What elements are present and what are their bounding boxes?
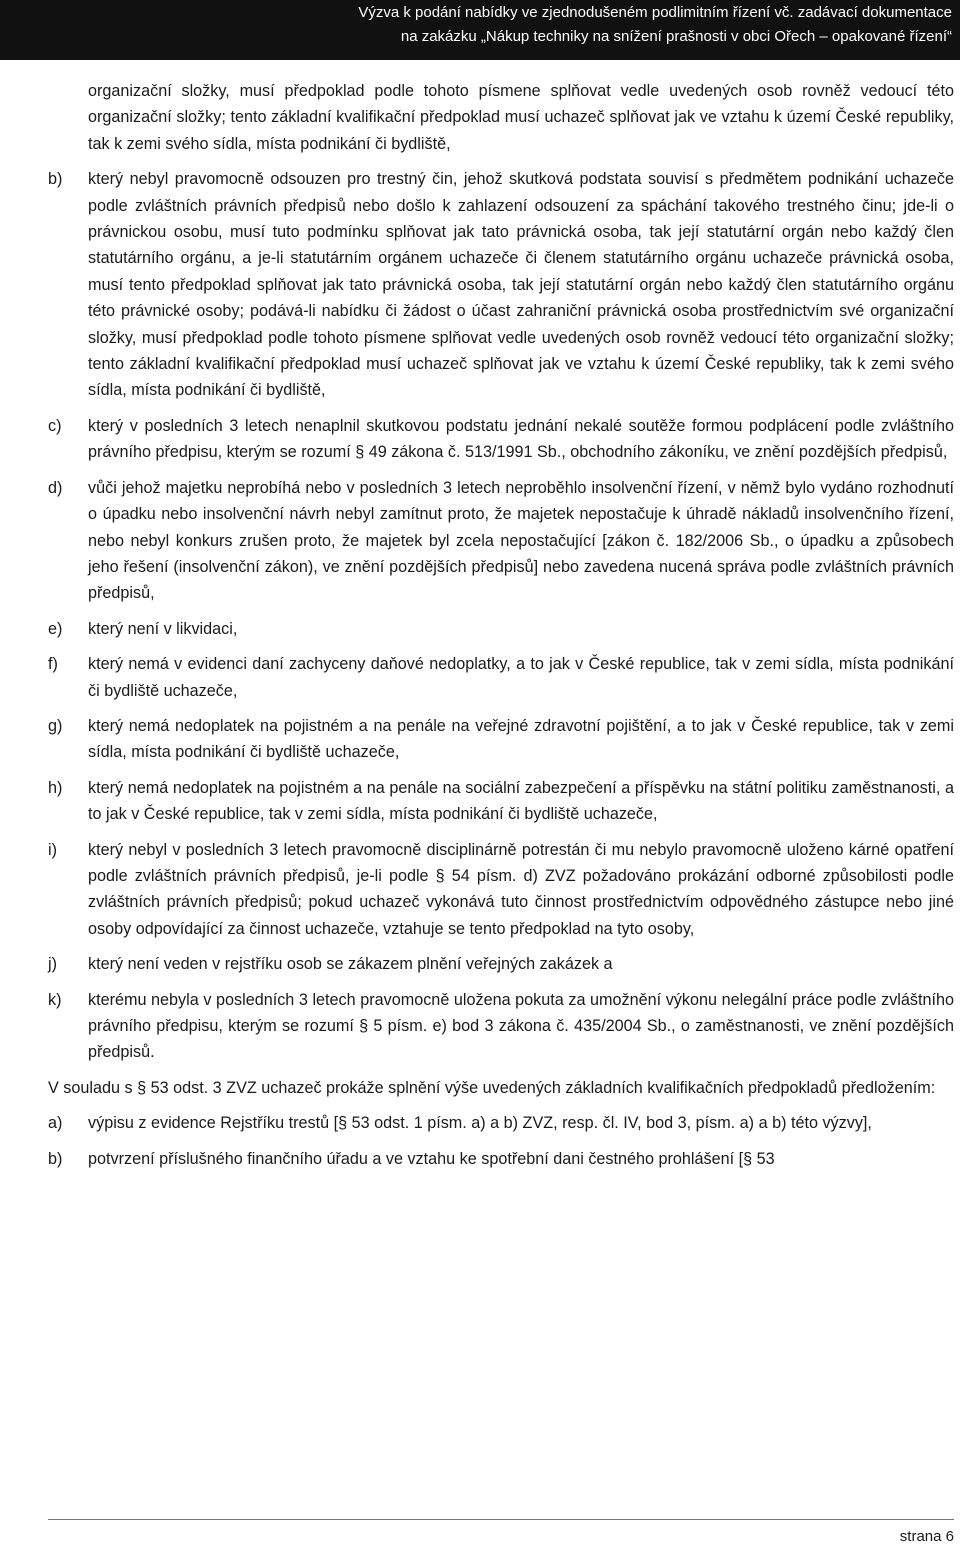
list-item-text: který nebyl v posledních 3 letech pravomocně disciplinárně potrestán či mu nebylo pravomocně uloženo kárné opatření podle zvláštních právních předpisů, je-li podle § 54 písm. d) ZVZ požadováno prokázání odborné způsobilosti podle zvláštních právních předpisů; pokud uchazeč vykonává tuto činnost prostřednictvím odpovědného zástupce nebo jiné osoby odpovídající za činnost uchazeče, vztahuje se tento předpoklad na tyto osoby, — [88, 840, 954, 938]
list-item-j — [48, 951, 954, 977]
list-item-text: který nemá v evidenci daní zachyceny daňové nedoplatky, a to jak v České republice, tak v zemi sídla, místa podnikání či bydliště uchazeče, — [88, 655, 954, 700]
list-item-d — [48, 475, 954, 607]
list-item-label: b) — [48, 1149, 63, 1168]
list-item-text: který nebyl pravomocně odsouzen pro trestný čin, jehož skutková podstata souvisí s předmětem podnikání uchazeče podle zvláštních právních předpisů nebo došlo k zahlazení odsouzení za spáchání takového trestného činu; jde-li o právnickou osobu, musí tuto podmínku splňovat jak tato právnická osoba, tak její statutární orgán nebo každý člen statutárního orgánu, a je-li statutárním orgánem uchazeče či členem statutárního orgánu uchazeče právnická osoba, musí tento předpoklad splňovat jak tato právnická osoba, tak její statutární orgán nebo každý člen statutárního orgánu této právnické osoby; podává-li nabídku či žádost o účast zahraniční právnická osoba prostřednictvím své organizační složky, musí předpoklad podle tohoto písmene splňovat vedle uvedených osob rovněž vedoucí této organizační složky; tento základní kvalifikační předpoklad musí uchazeč splňovat jak ve vztahu k území České republiky, tak k zemi svého sídla, místa podnikání či bydliště, — [88, 170, 954, 400]
list-item-text: který nemá nedoplatek na pojistném a na penále na sociální zabezpečení a příspěvku na státní politiku zaměstnanosti, a to jak v České republice, tak v zemi sídla, místa podnikání či bydliště uchazeče, — [88, 778, 954, 824]
header-title-line-1: Výzva k podání nabídky ve zjednodušeném podlimitním řízení vč. zadávací dokumentace — [358, 4, 952, 21]
list-item-text: který v posledních 3 letech nenaplnil skutkovou podstatu jednání nekalé soutěže formou podplácení podle zvláštního právního předpisu, kterým se rozumí § 49 zákona č. 513/1991 Sb., obchodního zákoníku, ve znění pozdějších předpisů, — [88, 416, 954, 462]
document-body — [48, 78, 954, 1181]
list-item-text: který není veden v rejstříku osob se zákazem plnění veřejných zakázek a — [88, 955, 613, 974]
header-title-line-2: na zakázku „Nákup techniky na snížení prašnosti v obci Ořech – opakované řízení“ — [400, 28, 952, 45]
continuation-paragraph: organizační složky, musí předpoklad podle tohoto písmene splňovat vedle uvedených osob rovněž vedoucí této organizační složky; tento základní kvalifikační předpoklad musí uchazeč splňovat jak ve vztahu k území České republiky, tak k zemi svého sídla, místa podnikání či bydliště, — [88, 82, 954, 153]
list-item-text: potvrzení příslušného finančního úřadu a ve vztahu ke spotřební dani čestného prohlášení [§ 53 — [88, 1149, 775, 1168]
list-item-g — [48, 713, 954, 766]
list-item-label: d) — [48, 478, 63, 497]
list-item-label: h) — [48, 778, 63, 797]
list-item-i — [48, 837, 954, 943]
list-item-label: g) — [48, 716, 63, 735]
list-item-text: který není v likvidaci, — [88, 619, 238, 638]
proof-item-b — [48, 1146, 954, 1172]
list-item-text: kterému nebyla v posledních 3 letech pravomocně uložena pokuta za umožnění výkonu nelegální práce podle zvláštního právního předpisu, kterým se rozumí § 5 písm. e) bod 3 zákona č. 435/2004 Sb., o zaměstnanosti, ve znění pozdějších předpisů. — [88, 990, 954, 1062]
page-number: strana 6 — [899, 1528, 954, 1545]
footer-divider — [48, 1519, 954, 1520]
list-item-f — [48, 651, 954, 704]
list-item-label: b) — [48, 170, 63, 189]
list-item-b — [48, 166, 954, 404]
list-item-text: výpisu z evidence Rejstříku trestů [§ 53 odst. 1 písm. a) a b) ZVZ, resp. čl. IV, bod 3, písm. a) a b) této výzvy], — [88, 1114, 872, 1133]
proof-item-a — [48, 1110, 954, 1136]
list-item-label: j) — [48, 955, 57, 974]
list-item-k — [48, 987, 954, 1066]
list-item-c — [48, 413, 954, 466]
list-item-e — [48, 616, 954, 642]
list-item-text: vůči jehož majetku neprobíhá nebo v posledních 3 letech neproběhlo insolvenční řízení, v němž bylo vydáno rozhodnutí o úpadku nebo insolvenční návrh nebyl zamítnut proto, že majetek nepostačuje k úhradě nákladů insolvenčního řízení, nebo nebyl konkurs zrušen proto, že majetek byl zcela nepostačující [zákon č. 182/2006 Sb., o úpadku a způsobech jeho řešení (insolvenční zákon), ve znění pozdějších předpisů] nebo zavedena nucená správa podle zvláštních právních předpisů, — [88, 478, 954, 603]
list-item-label: k) — [48, 990, 62, 1009]
list-item-label: c) — [48, 416, 62, 435]
document-header — [0, 0, 960, 60]
list-item-label: i) — [48, 840, 57, 859]
list-item-label: f) — [48, 655, 58, 674]
list-item-label: e) — [48, 619, 63, 638]
list-item-text: který nemá nedoplatek na pojistném a na penále na veřejné zdravotní pojištění, a to jak v České republice, tak v zemi sídla, místa podnikání či bydliště uchazeče, — [88, 716, 954, 762]
intro-paragraph: V souladu s § 53 odst. 3 ZVZ uchazeč prokáže splnění výše uvedených základních kvalifikačních předpokladů předložením: — [48, 1078, 936, 1097]
list-item-h — [48, 775, 954, 828]
list-item-label: a) — [48, 1114, 63, 1133]
